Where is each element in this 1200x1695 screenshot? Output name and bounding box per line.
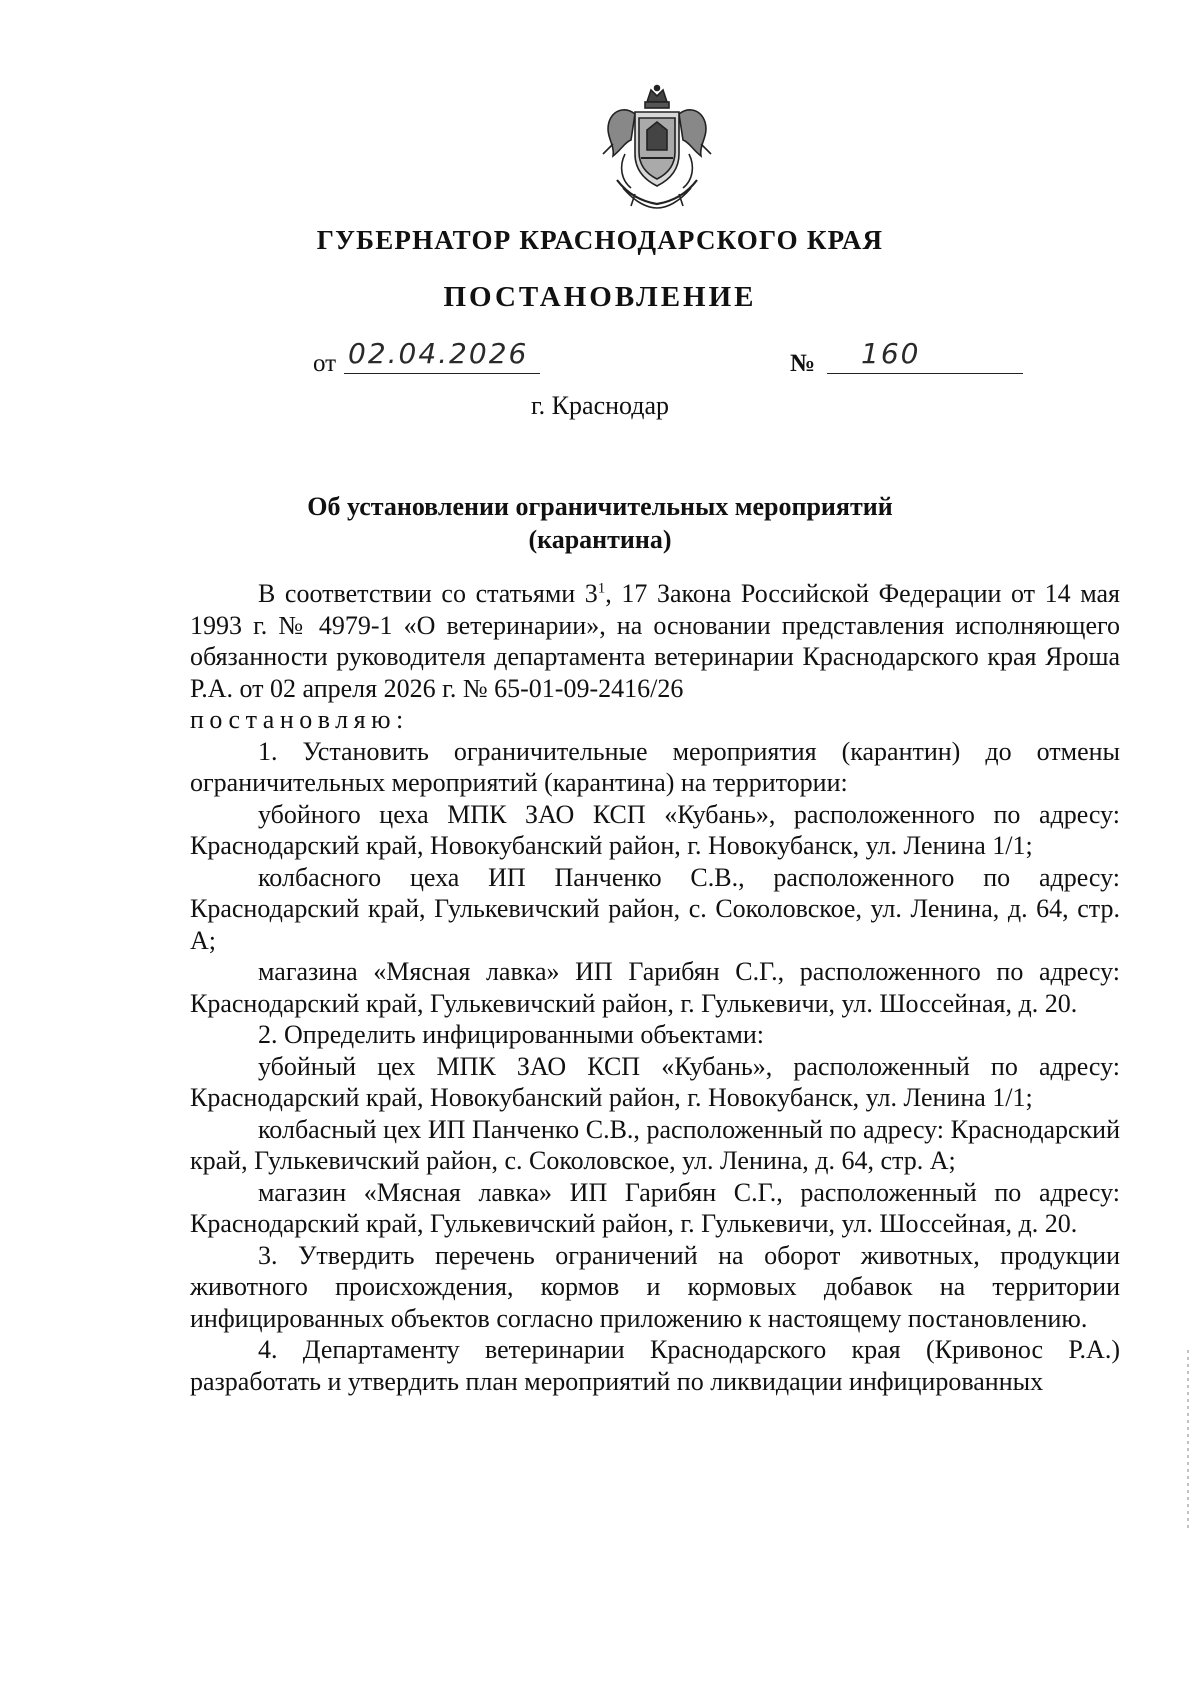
title-line-2: (карантина) [528, 525, 672, 554]
scan-edge-mark [1187, 1350, 1189, 1530]
paragraph-1-item-c: магазина «Мясная лавка» ИП Гарибян С.Г., расположенного по адресу: Краснодарский край, Гулькевичский район, г. Гулькевичи, ул. Шоссейная, д. 20. [190, 957, 1120, 1018]
paragraph-2-item-c: магазин «Мясная лавка» ИП Гарибян С.Г., расположенный по адресу: Краснодарский край, Гулькевичский район, г. Гулькевичи, ул. Шоссейная, д. 20. [190, 1177, 1120, 1238]
date-field [344, 337, 540, 374]
coat-of-arms-icon [595, 84, 719, 212]
number-label: № [790, 350, 816, 377]
date-label: от [313, 350, 337, 377]
date-value: 02.04.2026 [348, 337, 529, 370]
document-title [0, 490, 1200, 556]
preamble-text: В соответствии со статьями 3 [258, 579, 598, 608]
decree-word: постановляю: [190, 705, 409, 734]
title-line-1: Об установлении ограничительных мероприятий [307, 492, 893, 521]
issuer-heading: ГУБЕРНАТОР КРАСНОДАРСКОГО КРАЯ [316, 225, 884, 255]
paragraph-1-item-a: убойного цеха МПК ЗАО КСП «Кубань», расположенного по адресу: Краснодарский край, Новокубанский район, г. Новокубанск, ул. Ленина 1/1; [190, 799, 1120, 860]
number-value: 160 [861, 337, 921, 370]
paragraph-1: 1. Установить ограничительные мероприятия (карантин) до отмены ограничительных мероприятий (карантина) на территории: [190, 736, 1120, 797]
preamble-text-continued: , 17 Закона Российской Федерации от 14 мая 1993 г. № 4979-1 «О ветеринарии», на основании представления исполняющего обязанности руководителя департамента ветеринарии Краснодарского края Яроша Р.А. от 02 апреля 2026 г. № 65-01-09-2416/26 [190, 579, 1120, 703]
city-line: г. Краснодар [530, 391, 670, 420]
paragraph-2-item-a: убойный цех МПК ЗАО КСП «Кубань», расположенный по адресу: Краснодарский край, Новокубанский район, г. Новокубанск, ул. Ленина 1/1; [190, 1051, 1120, 1112]
paragraph-3: 3. Утвердить перечень ограничений на оборот животных, продукции животного происхождения, кормов и кормовых добавок на территории инфицированных объектов согласно приложению к настоящему постановлению. [190, 1240, 1120, 1333]
paragraph-1-item-b: колбасного цеха ИП Панченко С.В., расположенного по адресу: Краснодарский край, Гулькевичский район, с. Соколовское, ул. Ленина, д. 64, стр. А; [190, 862, 1120, 955]
paragraph-4: 4. Департаменту ветеринарии Краснодарского края (Кривонос Р.А.) разработать и утвердить план мероприятий по ликвидации инфицированных [190, 1335, 1120, 1396]
preamble-superscript: 1 [597, 580, 606, 597]
paragraph-2-item-b: колбасный цех ИП Панченко С.В., расположенный по адресу: Краснодарский край, Гулькевичский район, с. Соколовское, ул. Ленина, д. 64, стр. А; [190, 1114, 1120, 1175]
document-body [190, 578, 1120, 1397]
paragraph-2: 2. Определить инфицированными объектами: [258, 1020, 764, 1049]
number-field [827, 337, 1023, 374]
document-type-heading: ПОСТАНОВЛЕНИЕ [443, 281, 757, 313]
preamble-paragraph [190, 578, 1120, 704]
